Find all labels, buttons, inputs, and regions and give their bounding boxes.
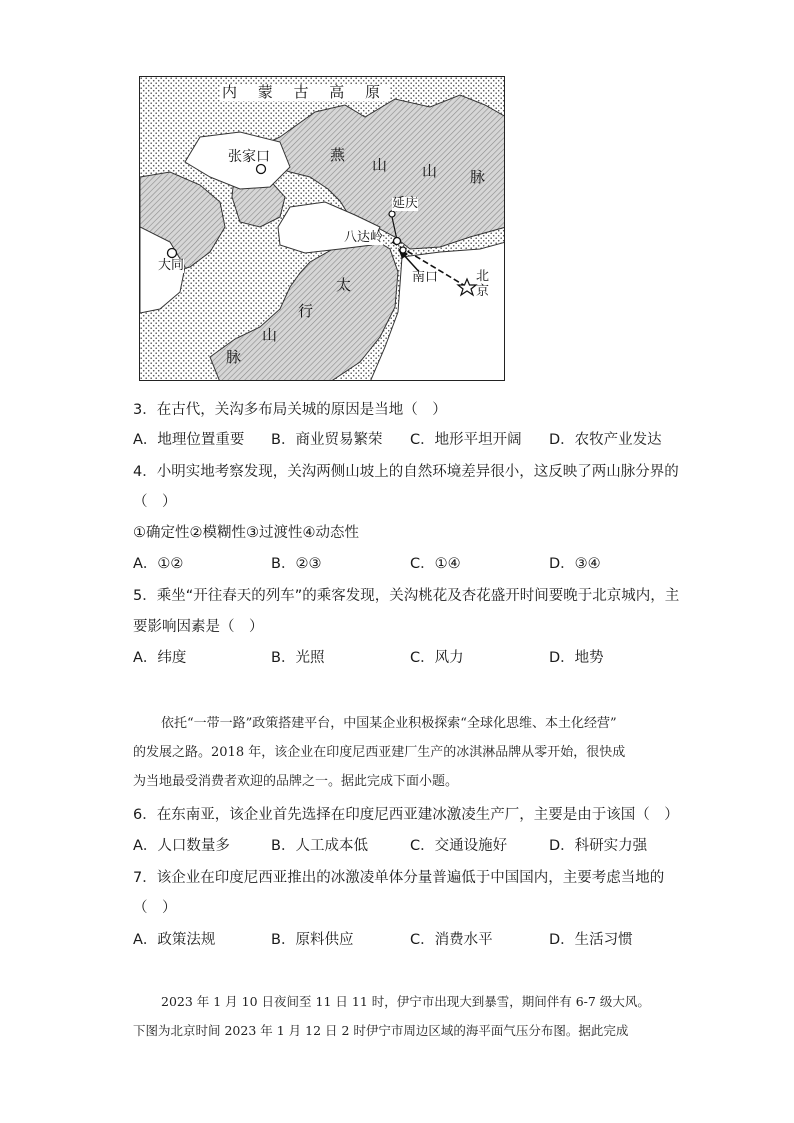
label-nankou: 南口 (412, 270, 439, 285)
datong-point (168, 249, 177, 258)
passage1-line3: 为当地最受消费者欢迎的品牌之一。据此完成下面小题。 (133, 774, 459, 789)
q3-option-b: B．商业贸易繁荣 (271, 432, 383, 448)
q7-option-b: B．原料供应 (271, 932, 354, 948)
label-shan3: 山 (262, 326, 278, 344)
q4-option-a: A．①② (133, 556, 184, 572)
question-7-stem-line2: （ ） (133, 900, 177, 916)
q4-option-d: D．③④ (549, 556, 601, 572)
passage2-line1: 2023 年 1 月 10 日夜间至 11 日 11 时，伊宁市出现大到暴雪，期间伴有 6-7 级大风。 (161, 994, 650, 1009)
passage1-line2: 的发展之路。2018 年，该企业在印度尼西亚建厂生产的冰淇淋品牌从零开始，很快成 (133, 745, 626, 760)
question-7-stem-line1: 7．该企业在印度尼西亚推出的冰激凌单体分量普遍低于中国国内，主要考虑当地的 (133, 870, 665, 886)
question-4-items: ①确定性②模糊性③过渡性④动态性 (133, 525, 359, 541)
q6-option-c: C．交通设施好 (410, 838, 508, 854)
q7-option-d: D．生活习惯 (549, 932, 633, 948)
q3-option-c: C．地形平坦开阔 (410, 432, 522, 448)
q5-option-a: A．纬度 (133, 650, 187, 666)
topographic-map (139, 76, 505, 381)
q3-option-a: A．地理位置重要 (133, 432, 245, 448)
passage2-line2: 下图为北京时间 2023 年 1 月 12 日 2 时伊宁市周边区域的海平面气压分布图。据此完成 (133, 1023, 629, 1038)
q7-option-c: C．消费水平 (410, 932, 493, 948)
passage1-line1: 依托“一带一路”政策搭建平台，中国某企业积极探索“全球化思维、本土化经营” (161, 716, 617, 731)
label-bei: 北 (476, 269, 490, 284)
question-6-stem: 6．在东南亚，该企业首先选择在印度尼西亚建冰激凌生产厂，主要是由于该国（ ） (133, 807, 679, 823)
q6-option-d: D．科研实力强 (549, 838, 648, 854)
q5-option-b: B．光照 (271, 650, 325, 666)
q4-option-c: C．①④ (410, 556, 461, 572)
label-jing: 京 (476, 284, 490, 299)
label-plateau: 内 蒙 古 高 原 (222, 83, 389, 101)
question-5-stem-line1: 5．乘坐“开往春天的列车”的乘客发现，关沟桃花及杏花盛开时间要晚于北京城内，主 (133, 588, 680, 604)
label-tai: 太 (336, 276, 352, 294)
question-4-stem-line1: 4．小明实地考察发现，关沟两侧山坡上的自然环境差异很小，这反映了两山脉分界的 (133, 464, 679, 480)
q4-option-b: B．②③ (271, 556, 322, 572)
badaling-point (394, 238, 401, 245)
label-hang: 行 (298, 302, 314, 320)
label-yan: 燕 (330, 146, 346, 164)
label-zhangjiakou: 张家口 (228, 149, 270, 165)
question-3-stem: 3．在古代，关沟多布局关城的原因是当地（ ） (133, 402, 447, 418)
question-4-stem-line2: （ ） (133, 494, 177, 510)
q5-option-d: D．地势 (549, 650, 604, 666)
q6-option-b: B．人工成本低 (271, 838, 368, 854)
label-yanqing: 延庆 (392, 196, 419, 211)
label-badaling: 八达岭 (344, 230, 384, 245)
label-datong: 大同 (158, 258, 185, 273)
q3-option-d: D．农牧产业发达 (549, 432, 662, 448)
label-shan: 山 (372, 156, 388, 174)
question-5-stem-line2: 要影响因素是（ ） (133, 619, 264, 635)
q6-option-a: A．人口数量多 (133, 838, 230, 854)
map-drawing (140, 77, 505, 381)
label-mai: 脉 (470, 168, 486, 186)
label-shan2: 山 (422, 162, 438, 180)
q7-option-a: A．政策法规 (133, 932, 216, 948)
label-mai2: 脉 (226, 348, 242, 366)
yanqing-point (389, 211, 395, 217)
q5-option-c: C．风力 (410, 650, 464, 666)
nankou-point (400, 247, 406, 253)
